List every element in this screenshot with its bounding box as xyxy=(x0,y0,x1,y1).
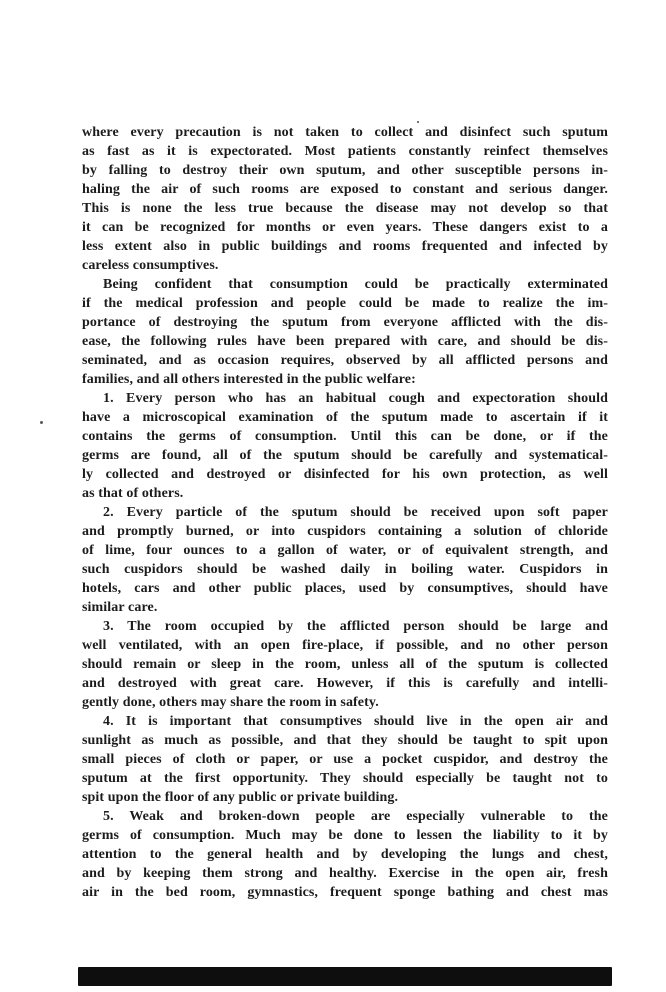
paragraph-continuation xyxy=(82,123,608,275)
text-line: should remain or sleep in the room, unless all of the sputum is collected xyxy=(82,657,608,672)
text-line: Being confident that consumption could be practically exterminated xyxy=(103,277,608,292)
scan-speck-left-margin xyxy=(40,421,43,424)
text-line: small pieces of cloth or paper, or use a pocket cuspidor, and destroy the xyxy=(82,752,608,767)
text-line: and destroyed with great care. However, if this is carefully and intelli- xyxy=(82,676,608,691)
paragraph-intro xyxy=(82,275,608,389)
text-line: careless consumptives. xyxy=(82,258,219,273)
text-line: attention to the general health and by developing the lungs and chest, xyxy=(82,847,608,862)
text-line: sputum at the first opportunity. They should especially be taught not to xyxy=(82,771,608,786)
text-line: portance of destroying the sputum from everyone afflicted with the dis- xyxy=(82,315,608,330)
text-line: 2. Every particle of the sputum should be received upon soft paper xyxy=(103,505,608,520)
text-line: hotels, cars and other public places, used by consumptives, should have xyxy=(82,581,608,596)
text-line: air in the bed room, gymnastics, frequent sponge bathing and chest mas xyxy=(82,885,608,900)
paragraph-rule-2 xyxy=(82,503,608,617)
text-line: where every precaution is not taken to collect and disinfect such sputum xyxy=(82,125,608,140)
text-line: by falling to destroy their own sputum, and other susceptible persons in- xyxy=(82,163,608,178)
text-line: ease, the following rules have been prepared with care, and should be dis- xyxy=(82,334,608,349)
text-line: gently done, others may share the room in safety. xyxy=(82,695,379,710)
paragraph-rule-1 xyxy=(82,389,608,503)
text-line: This is none the less true because the disease may not develop so that xyxy=(82,201,608,216)
text-line: well ventilated, with an open fire-place, if possible, and no other person xyxy=(82,638,608,653)
text-line: seminated, and as occasion requires, observed by all afflicted persons and xyxy=(82,353,608,368)
text-line: if the medical profession and people could be made to realize the im- xyxy=(82,296,608,311)
text-line: and by keeping them strong and healthy. Exercise in the open air, fresh xyxy=(82,866,608,881)
text-line: and promptly burned, or into cuspidors containing a solution of chloride xyxy=(82,524,608,539)
text-line: ly collected and destroyed or disinfected for his own protection, as well xyxy=(82,467,608,482)
paragraph-rule-3 xyxy=(82,617,608,712)
text-line: have a microscopical examination of the sputum made to ascertain if it xyxy=(82,410,608,425)
text-line: germs are found, all of the sputum should be carefully and systematical- xyxy=(82,448,608,463)
text-line: as that of others. xyxy=(82,486,184,501)
paragraph-rule-5 xyxy=(82,807,608,902)
text-line: such cuspidors should be washed daily in boiling water. Cuspidors in xyxy=(82,562,608,577)
text-line: as fast as it is expectorated. Most patients constantly reinfect themselves xyxy=(82,144,608,159)
text-line: 5. Weak and broken-down people are especially vulnerable to the xyxy=(103,809,608,824)
page-text-block xyxy=(82,123,608,902)
text-line: haling the air of such rooms are exposed to constant and serious danger. xyxy=(82,182,608,197)
text-line: less extent also in public buildings and rooms frequented and infected by xyxy=(82,239,608,254)
text-line: it can be recognized for months or even years. These dangers exist to a xyxy=(82,220,608,235)
text-line: families, and all others interested in the public welfare: xyxy=(82,372,416,387)
text-line: of lime, four ounces to a gallon of water, or of equivalent strength, and xyxy=(82,543,608,558)
text-line: germs of consumption. Much may be done to lessen the liability to it by xyxy=(82,828,608,843)
text-line: 3. The room occupied by the afflicted person should be large and xyxy=(103,619,608,634)
text-line: similar care. xyxy=(82,600,158,615)
text-line: 1. Every person who has an habitual cough and expectoration should xyxy=(103,391,608,406)
text-line: contains the germs of consumption. Until this can be done, or if the xyxy=(82,429,608,444)
paragraph-rule-4 xyxy=(82,712,608,807)
text-line: 4. It is important that consumptives should live in the open air and xyxy=(103,714,608,729)
scan-artifact-bar xyxy=(78,967,612,986)
text-line: spit upon the floor of any public or private building. xyxy=(82,790,399,805)
text-line: sunlight as much as possible, and that they should be taught to spit upon xyxy=(82,733,608,748)
